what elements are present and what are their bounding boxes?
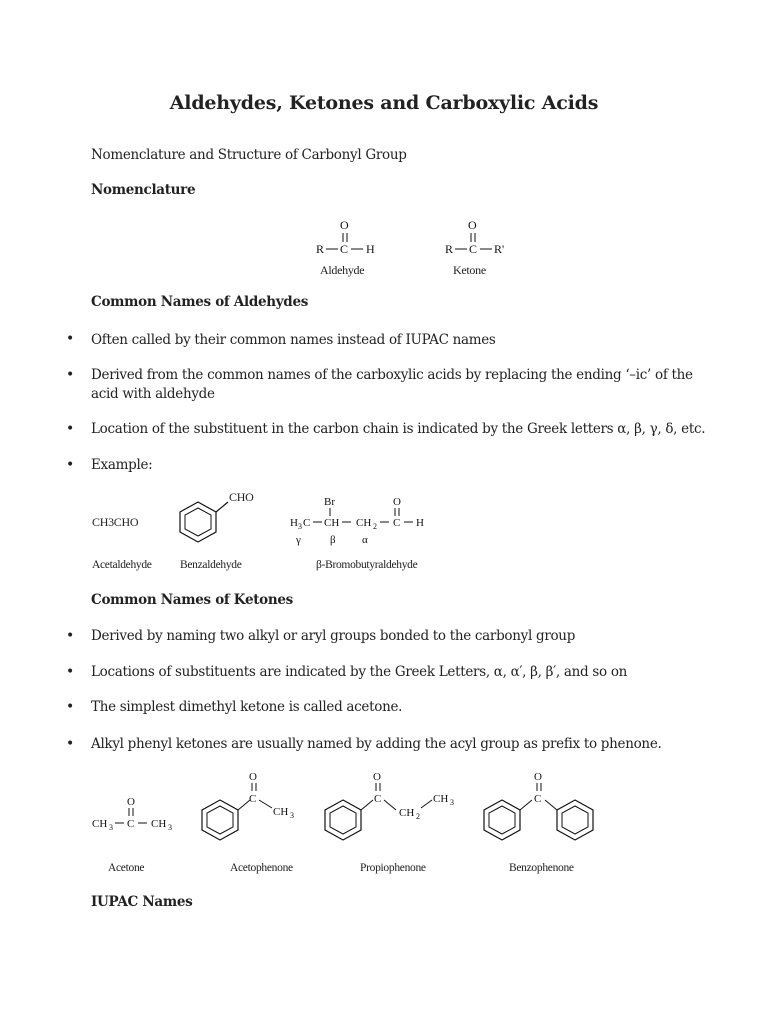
acetophenone-label: Acetophenone [230,862,293,874]
svg-text:2: 2 [373,522,377,531]
svg-text:O: O [468,218,477,232]
bromobutyraldehyde-structure [290,496,424,546]
benzaldehyde-structure [180,502,228,542]
svg-text:C: C [469,242,478,256]
page-title: Aldehydes, Ketones and Carboxylic Acids [169,92,599,114]
ketone-bullet-1: Derived by naming two alkyl or aryl groups bonded to the carbonyl group [91,628,576,644]
svg-text:R': R' [494,242,505,256]
iupac-heading: IUPAC Names [91,894,193,910]
svg-text:3: 3 [290,811,294,820]
acetone-structure [92,796,172,832]
acetaldehyde-formula: CH3CHO [92,515,139,529]
svg-text:C: C [393,517,401,529]
bullet-dot: • [66,367,75,383]
ketones-heading: Common Names of Ketones [91,592,293,608]
ketone-bullet-4: Alkyl phenyl ketones are usually named by adding the acyl group as prefix to phenone. [91,736,662,752]
svg-text:C: C [534,793,542,805]
svg-text:O: O [534,771,542,783]
svg-text:H: H [290,517,298,529]
section-subtitle: Nomenclature and Structure of Carbonyl Group [91,147,407,163]
svg-text:CH: CH [324,517,340,529]
svg-text:O: O [249,771,257,783]
svg-text:β: β [330,534,336,546]
ketone-bullet-3: The simplest dimethyl ketone is called acetone. [91,699,403,715]
propiophenone-structure [325,771,454,840]
aldehyde-bullet-1: Often called by their common names instead of IUPAC names [91,332,496,348]
bullet-dot: • [66,457,75,473]
ketone-structure [445,218,504,256]
svg-text:3: 3 [168,823,172,832]
svg-text:H: H [416,517,424,529]
svg-text:C: C [127,818,135,830]
aldehyde-bullet-4: Example: [91,457,153,473]
bromobutyraldehyde-label: β-Bromobutyraldehyde [316,559,418,571]
svg-text:3: 3 [298,522,302,531]
svg-text:γ: γ [296,534,301,546]
svg-text:C: C [249,793,257,805]
aldehyde-label: Aldehyde [320,263,365,277]
aldehyde-bullet-2: Derived from the common names of the carboxylic acids by replacing the ending ‘–ic’ of the acid with aldehyde [91,367,693,402]
bullet-dot: • [66,628,75,644]
aldehyde-bullet-3: Location of the substituent in the carbon chain is indicated by the Greek letters α, β, γ, δ, etc. [91,421,706,437]
acetaldehyde-label: Acetaldehyde [92,559,152,571]
benzaldehyde-label: Benzaldehyde [180,559,242,571]
propiophenone-label: Propiophenone [360,862,426,874]
benzophenone-structure [484,771,593,840]
svg-text:H: H [366,242,375,256]
aldehyde-structure [316,218,375,256]
svg-text:R: R [445,242,454,256]
benzophenone-label: Benzophenone [509,862,574,874]
acetone-label: Acetone [108,862,145,874]
svg-text:CH: CH [273,806,289,818]
svg-text:2: 2 [416,812,420,821]
svg-text:O: O [340,218,349,232]
bullet-dot: • [66,664,75,680]
svg-text:C: C [374,793,382,805]
bullet-dot: • [66,699,75,715]
svg-text:Br: Br [324,496,335,508]
svg-text:C: C [303,517,311,529]
svg-text:CH: CH [399,807,415,819]
benzaldehyde-cho: CHO [229,490,254,504]
svg-text:3: 3 [450,798,454,807]
svg-text:CH: CH [433,793,449,805]
svg-text:R: R [316,242,325,256]
bullet-dot: • [66,331,75,347]
svg-text:CH: CH [356,517,372,529]
ketone-bullet-2: Locations of substituents are indicated by the Greek Letters, α, α′, β, β′, and so on [91,664,628,680]
bullet-dot: • [66,421,75,437]
svg-text:3: 3 [109,823,113,832]
svg-text:O: O [393,496,401,508]
svg-text:O: O [127,796,135,808]
svg-text:α: α [362,534,368,546]
svg-text:C: C [340,242,349,256]
ketone-label: Ketone [453,263,486,277]
bullet-dot: • [66,736,75,752]
svg-text:CH: CH [92,818,108,830]
svg-text:O: O [373,771,381,783]
nomenclature-heading: Nomenclature [91,182,196,198]
svg-text:CH: CH [151,818,167,830]
aldehydes-heading: Common Names of Aldehydes [91,294,309,310]
acetophenone-structure [202,771,294,840]
